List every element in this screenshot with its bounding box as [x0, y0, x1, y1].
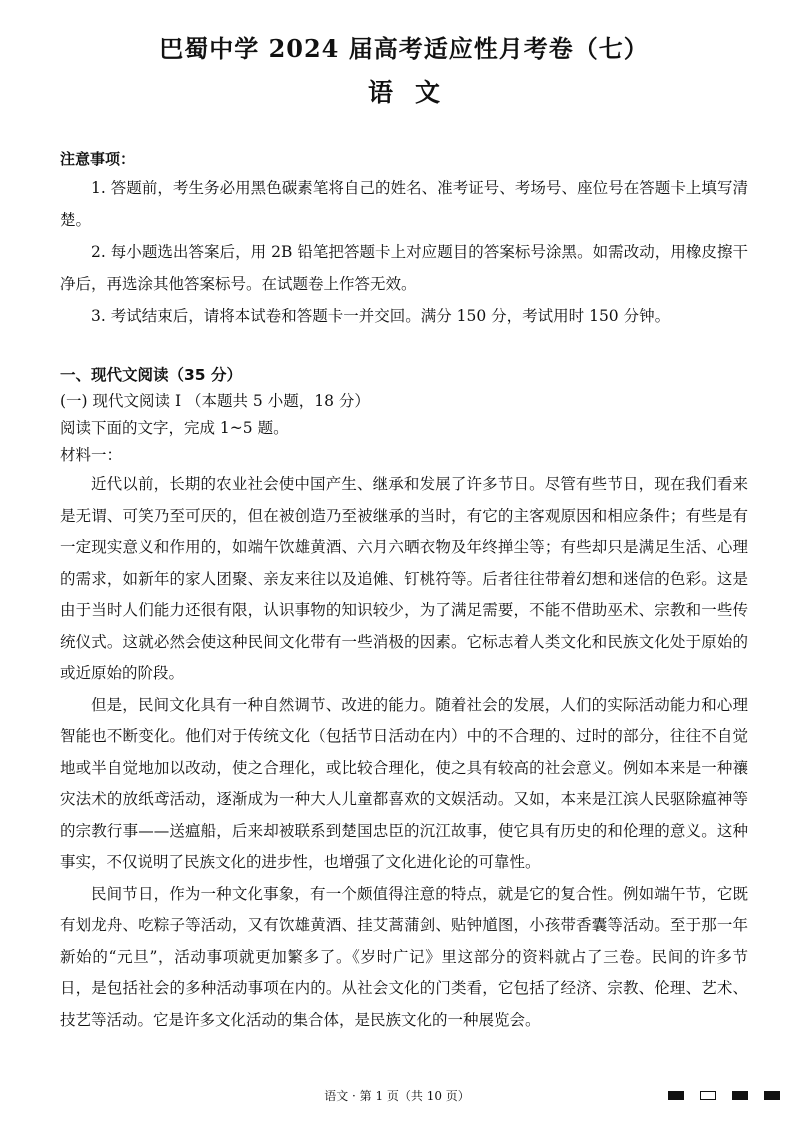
page-footer: 语文 · 第 1 页（共 10 页）	[324, 1089, 470, 1103]
notice-heading: 注意事项：	[60, 150, 136, 168]
notice-block	[60, 146, 748, 332]
section-subtitle: (一) 现代文阅读 I （本题共 5 小题，18 分）	[60, 392, 370, 410]
scan-mark-filled-3	[764, 1091, 780, 1100]
scan-marks	[668, 1091, 780, 1101]
scan-mark-hollow	[700, 1091, 716, 1100]
reading-section	[60, 362, 748, 1036]
scan-mark-filled-1	[668, 1091, 684, 1100]
subject-title: 语文	[367, 78, 462, 107]
paragraph-3: 民间节日，作为一种文化事象，有一个颇值得注意的特点，就是它的复合性。例如端午节，它既有划龙舟、吃粽子等活动，又有饮雄黄酒、挂艾蒿蒲剑、贴钟馗图，小孩带香囊等活动。至于那一年新始的“元旦”，活动事项就更加繁多了。《岁时广记》里这部分的资料就占了三卷。民间的许多节日，是包括社会的多种活动事项在内的。从社会文化的门类看，它包括了经济、宗教、伦理、艺术、技艺等活动。它是许多文化活动的集合体，是民族文化的一种展览会。	[60, 884, 748, 1029]
material-label: 材料一：	[60, 446, 123, 464]
section-title: 一、现代文阅读（35 分）	[60, 366, 242, 384]
paragraph-1: 近代以前，长期的农业社会使中国产生、继承和发展了许多节日。尽管有些节日，现在我们看来是无谓、可笑乃至可厌的，但在被创造乃至被继承的当时，有它的主客观原因和相应条件；有些是有一定现实意义和作用的，如端午饮雄黄酒、六月六晒衣物及年终掸尘等；有些却只是满足生活、心理的需求，如新年的家人团聚、亲友来往以及追傩、钉桃符等。后者往往带着幻想和迷信的色彩。这是由于当时人们能力还很有限，认识事物的知识较少，为了满足需要，不能不借助巫术、宗教和一些传统仪式。这就必然会使这种民间文化带有一些消极的因素。它标志着人类文化和民族文化处于原始的或近原始的阶段。	[60, 475, 748, 682]
notice-item-2: 2. 每小题选出答案后，用 2B 铅笔把答题卡上对应题目的答案标号涂黑。如需改动，用橡皮擦干净后，再选涂其他答案标号。在试题卷上作答无效。	[60, 243, 748, 293]
notice-item-3: 3. 考试结束后，请将本试卷和答题卡一并交回。满分 150 分，考试用时 150 分钟。	[91, 307, 671, 325]
scan-mark-filled-2	[732, 1091, 748, 1100]
section-instruction: 阅读下面的文字，完成 1~5 题。	[60, 419, 289, 437]
exam-title: 巴蜀中学 2024 届高考适应性月考卷（七）	[159, 34, 649, 63]
notice-item-1: 1. 答题前，考生务必用黑色碳素笔将自己的姓名、准考证号、考场号、座位号在答题卡上填写清楚。	[60, 179, 748, 229]
paragraph-2: 但是，民间文化具有一种自然调节、改进的能力。随着社会的发展，人们的实际活动能力和心理智能也不断变化。他们对于传统文化（包括节日活动在内）中的不合理的、过时的部分，往往不自觉地或半自觉地加以改动，使之合理化，或比较合理化，使之具有较高的社会意义。例如本来是一种禳灾法术的放纸鸢活动，逐渐成为一种大人儿童都喜欢的文娱活动。又如，本来是江滨人民驱除瘟神等的宗教行事——送瘟船，后来却被联系到楚国忠臣的沉江故事，使它具有历史的和伦理的意义。这种事实，不仅说明了民族文化的进步性，也增强了文化进化论的可靠性。	[60, 695, 748, 871]
